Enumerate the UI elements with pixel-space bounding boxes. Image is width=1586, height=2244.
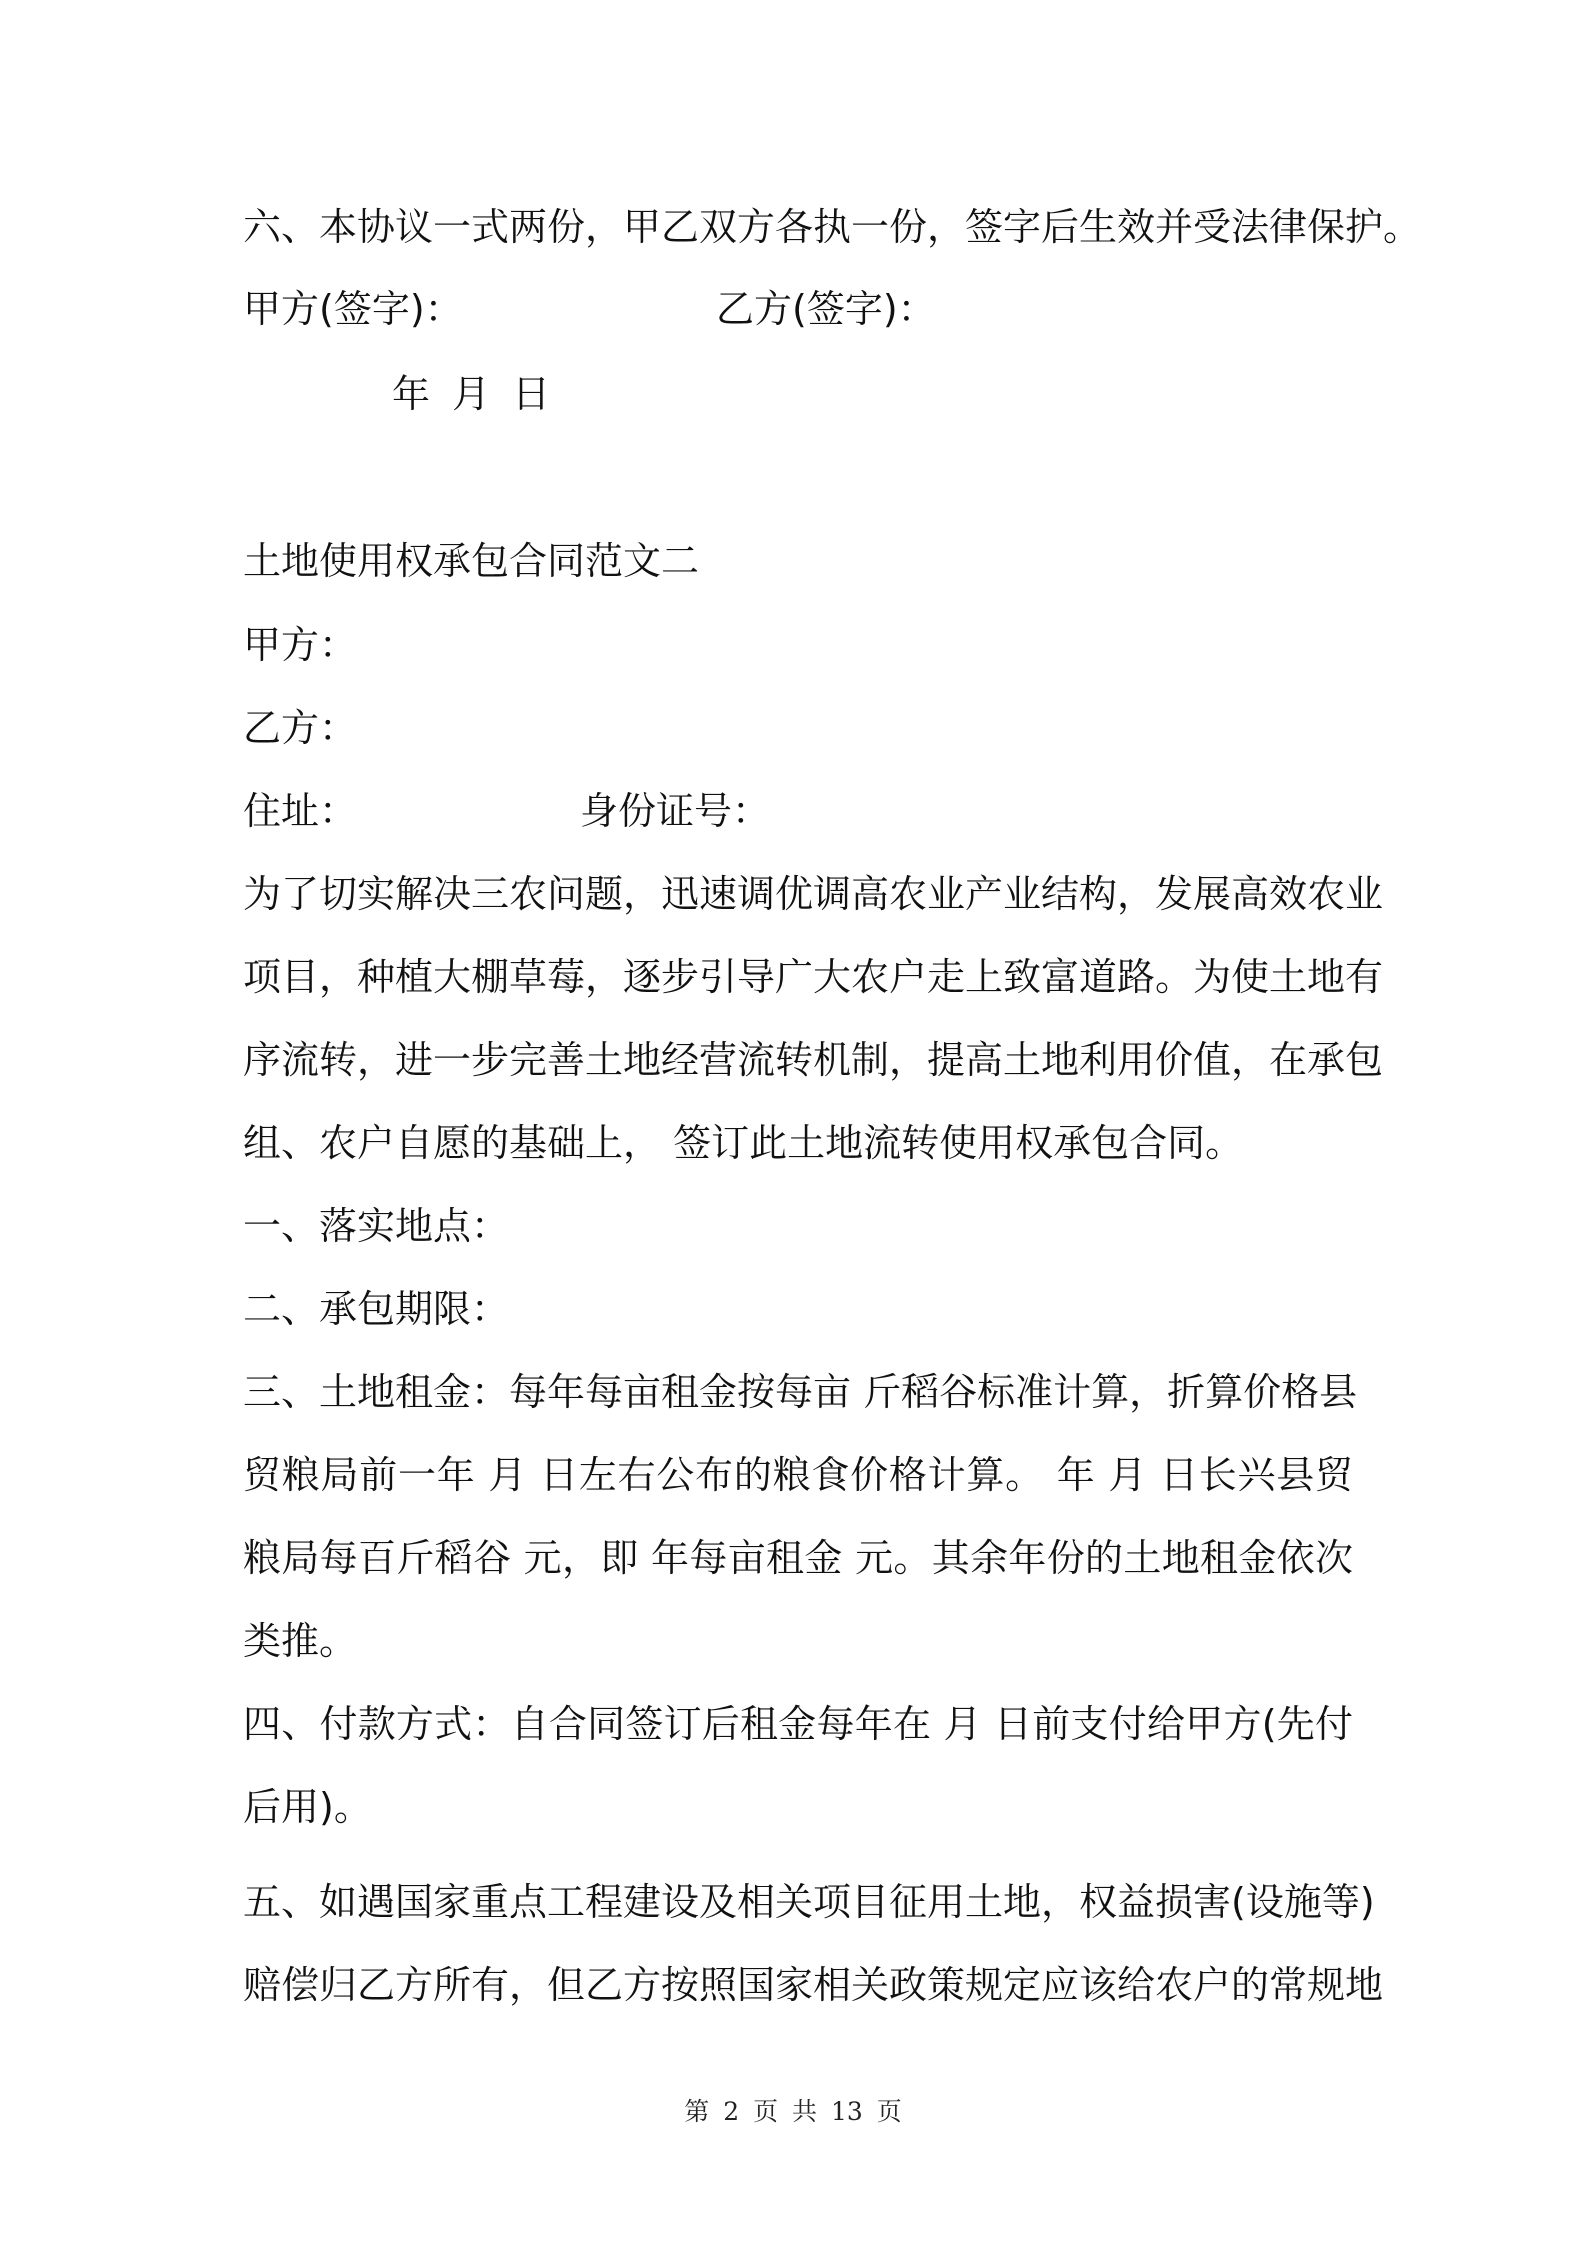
clause-five-line: 五、如遇国家重点工程建设及相关项目征用土地，权益损害(设施等) <box>243 1880 1375 1924</box>
clause-two: 二、承包期限： <box>243 1287 510 1331</box>
contract-title: 土地使用权承包合同范文二 <box>243 539 700 583</box>
party-a-label: 甲方： <box>243 623 358 667</box>
intro-line: 序流转，进一步完善土地经营流转机制，提高土地利用价值，在承包 <box>243 1038 1384 1082</box>
intro-line: 为了切实解决三农问题，迅速调优调高农业产业结构，发展高效农业 <box>243 872 1384 916</box>
party-b-signature-label: 乙方(签字)： <box>716 287 936 331</box>
clause-six: 六、本协议一式两份，甲乙双方各执一份，签字后生效并受法律保护。 <box>243 205 1422 249</box>
intro-line: 组、农户自愿的基础上， 签订此土地流转使用权承包合同。 <box>243 1121 1244 1165</box>
party-b-label: 乙方： <box>243 706 358 750</box>
clause-four-line: 后用)。 <box>243 1785 372 1829</box>
clause-one: 一、落实地点： <box>243 1204 510 1248</box>
address-label: 住址： <box>243 789 358 833</box>
party-a-signature-label: 甲方(签字)： <box>243 287 463 331</box>
page-number-footer: 第 2 页 共 13 页 <box>684 2097 902 2126</box>
clause-three-line: 三、土地租金：每年每亩租金按每亩 斤稻谷标准计算，折算价格县 <box>243 1370 1358 1414</box>
clause-three-line: 贸粮局前一年 月 日左右公布的粮食价格计算。 年 月 日长兴县贸 <box>243 1453 1353 1497</box>
clause-three-line: 粮局每百斤稻谷 元，即 年每亩租金 元。其余年份的土地租金依次 <box>243 1536 1353 1580</box>
signature-date: 年 月 日 <box>392 372 551 416</box>
clause-four-line: 四、付款方式：自合同签订后租金每年在 月 日前支付给甲方(先付 <box>243 1702 1353 1746</box>
clause-five-line: 赔偿归乙方所有，但乙方按照国家相关政策规定应该给农户的常规地 <box>243 1963 1384 2007</box>
clause-three-line: 类推。 <box>243 1619 358 1663</box>
intro-line: 项目，种植大棚草莓，逐步引导广大农户走上致富道路。为使土地有 <box>243 955 1384 999</box>
id-number-label: 身份证号： <box>580 789 771 833</box>
